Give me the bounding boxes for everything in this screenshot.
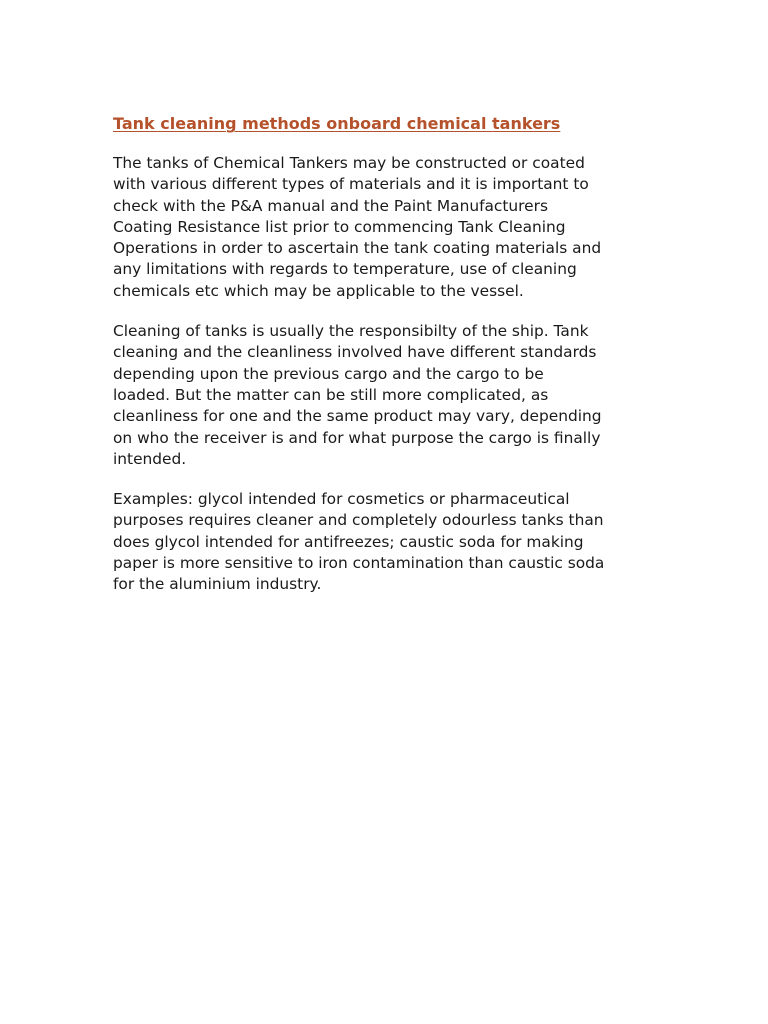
paragraph-line: Coating Resistance list prior to commencing Tank Cleaning: [113, 217, 566, 236]
paragraph-line: check with the P&A manual and the Paint Manufacturers: [113, 196, 548, 215]
paragraph-tank-coatings: [113, 153, 658, 302]
paragraph-line: intended.: [113, 449, 187, 468]
paragraph-cleaning-responsibility: [113, 321, 658, 470]
paragraph-line: The tanks of Chemical Tankers may be constructed or coated: [113, 154, 585, 172]
paragraph-line: chemicals etc which may be applicable to the vessel.: [113, 281, 524, 300]
paragraph-line: does glycol intended for antifreezes; caustic soda for making: [113, 532, 584, 551]
paragraph-line: cleanliness for one and the same product may vary, depending: [113, 407, 602, 426]
paragraph-line: any limitations with regards to temperature, use of cleaning: [113, 260, 577, 279]
paragraph-line: Examples: glycol intended for cosmetics or pharmaceutical: [113, 490, 570, 509]
paragraph-examples: [113, 489, 658, 595]
paragraph-line: depending upon the previous cargo and the cargo to be: [113, 364, 544, 383]
paragraph-line: on who the receiver is and for what purpose the cargo is finally: [113, 428, 601, 447]
paragraph-line: Cleaning of tanks is usually the responsibilty of the ship. Tank: [113, 322, 589, 341]
paragraph-line: Operations in order to ascertain the tank coating materials and: [113, 239, 602, 258]
paragraph-line: with various different types of materials and it is important to: [113, 175, 589, 194]
document-content: [113, 113, 658, 596]
paragraph-line: paper is more sensitive to iron contamination than caustic soda: [113, 554, 605, 573]
paragraph-line: for the aluminium industry.: [113, 575, 322, 594]
paragraph-line: cleaning and the cleanliness involved have different standards: [113, 343, 597, 362]
paragraph-line: purposes requires cleaner and completely odourless tanks than: [113, 511, 604, 530]
document-title: Tank cleaning methods onboard chemical tankers: [113, 114, 561, 133]
paragraph-line: loaded. But the matter can be still more complicated, as: [113, 385, 549, 404]
